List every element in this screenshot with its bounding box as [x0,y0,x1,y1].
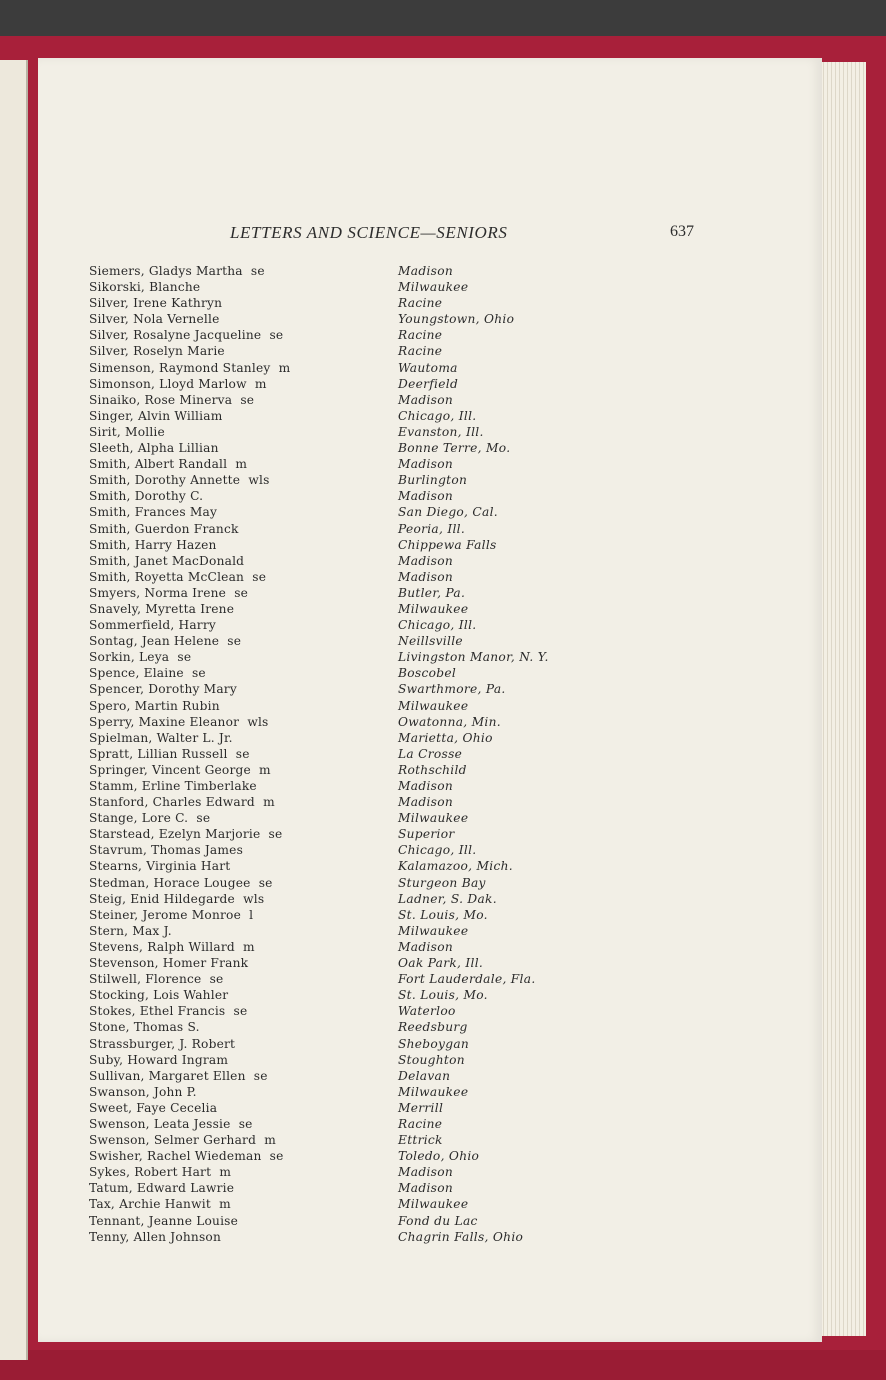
student-name: Spratt, Lillian Russell se [89,746,250,761]
student-hometown: St. Louis, Mo. [398,988,488,1003]
student-name: Smith, Harry Hazen [89,537,217,552]
student-name: Sontag, Jean Helene se [89,634,242,649]
student-hometown: Sturgeon Bay [398,875,486,890]
student-hometown: Racine [398,328,443,343]
student-hometown: Butler, Pa. [398,585,466,600]
student-name: Sommerfield, Harry [89,618,216,633]
student-hometown: Toledo, Ohio [398,1149,480,1164]
list-item [38,522,822,538]
student-name: Sykes, Robert Hart m [89,1165,232,1180]
student-name: Spence, Elaine se [89,666,206,681]
list-item [38,570,822,586]
list-item [38,409,822,425]
student-name: Sinaiko, Rose Minerva se [89,392,255,407]
list-item [38,473,822,489]
page-number: 637 [670,223,694,240]
list-item [38,988,822,1004]
student-hometown: Ladner, S. Dak. [398,891,497,906]
list-item [38,554,822,570]
student-hometown: St. Louis, Mo. [398,907,488,922]
list-item [38,747,822,763]
student-name: Tennant, Jeanne Louise [89,1213,239,1228]
student-name: Singer, Alvin William [89,408,223,423]
student-hometown: Milwaukee [398,280,469,295]
list-item [38,1037,822,1053]
student-name: Sleeth, Alpha Lillian [89,441,219,456]
previous-page-edge [0,60,28,1360]
student-hometown: Ettrick [398,1133,443,1148]
student-name: Stange, Lore C. se [89,811,211,826]
student-name: Stevens, Ralph Willard m [89,939,255,954]
list-item [38,843,822,859]
list-item [38,602,822,618]
student-hometown: Milwaukee [398,1197,469,1212]
student-hometown: Racine [398,344,443,359]
list-item [38,1214,822,1230]
student-hometown: Milwaukee [398,698,469,713]
student-name: Sweet, Faye Cecelia [89,1100,218,1115]
student-name: Simonson, Lloyd Marlow m [89,376,267,391]
student-hometown: Rothschild [398,762,467,777]
student-hometown: Madison [398,795,453,810]
student-name: Silver, Roselyn Marie [89,344,225,359]
student-hometown: Bonne Terre, Mo. [398,441,511,456]
book-page [38,58,822,1342]
list-item [38,892,822,908]
student-name: Suby, Howard Ingram [89,1052,229,1067]
list-item [38,682,822,698]
student-name: Swisher, Rachel Wiedeman se [89,1149,284,1164]
list-item [38,618,822,634]
student-hometown: Chagrin Falls, Ohio [398,1229,524,1244]
student-hometown: Chicago, Ill. [398,843,477,858]
student-name: Swanson, John P. [89,1084,197,1099]
student-name: Sikorski, Blanche [89,280,201,295]
student-hometown: Marietta, Ohio [398,730,493,745]
student-name: Silver, Rosalyne Jacqueline se [89,328,284,343]
student-name: Steiner, Jerome Monroe l [89,907,254,922]
list-item [38,1181,822,1197]
student-name: Stanford, Charles Edward m [89,795,275,810]
list-item [38,1133,822,1149]
student-name: Simenson, Raymond Stanley m [89,360,291,375]
list-item [38,1149,822,1165]
student-name: Spielman, Walter L. Jr. [89,730,233,745]
student-name: Smith, Janet MacDonald [89,553,245,568]
student-name: Sperry, Maxine Eleanor wls [89,714,269,729]
student-hometown: Madison [398,457,453,472]
student-name: Stamm, Erline Timberlake [89,779,257,793]
student-hometown: Madison [398,779,453,793]
student-hometown: Wautoma [398,360,458,375]
student-hometown: Milwaukee [398,1084,469,1099]
student-hometown: Oak Park, Ill. [398,956,484,971]
student-name: Stilwell, Florence se [89,972,224,987]
student-hometown: Madison [398,1165,453,1180]
student-hometown: Racine [398,1116,443,1131]
student-hometown: Sheboygan [398,1036,470,1051]
list-item [38,1020,822,1036]
student-name: Strassburger, J. Robert [89,1036,236,1051]
student-hometown: Chippewa Falls [398,537,497,552]
list-item [38,280,822,296]
book-cover-bottom [0,1350,886,1380]
student-name: Smith, Guerdon Franck [89,521,239,536]
list-item [38,731,822,747]
student-name: Sullivan, Margaret Ellen se [89,1068,268,1083]
list-item [38,328,822,344]
list-item [38,763,822,779]
list-item [38,634,822,650]
list-item [38,505,822,521]
list-item [38,312,822,328]
student-name: Sorkin, Leya se [89,650,192,665]
student-hometown: Madison [398,569,453,584]
student-name: Tax, Archie Hanwit m [89,1197,231,1212]
student-name: Spencer, Dorothy Mary [89,682,237,697]
student-hometown: Fort Lauderdale, Fla. [398,972,536,987]
student-list [38,264,822,1246]
student-hometown: Madison [398,1181,453,1196]
student-name: Sirit, Mollie [89,424,165,439]
student-name: Stearns, Virginia Hart [89,859,231,874]
student-name: Stevenson, Homer Frank [89,956,249,971]
list-item [38,940,822,956]
student-hometown: Evanston, Ill. [398,424,484,439]
student-hometown: Merrill [398,1100,444,1115]
list-item [38,1230,822,1246]
list-item [38,779,822,795]
list-item [38,1117,822,1133]
student-hometown: San Diego, Cal. [398,505,498,520]
student-name: Stedman, Horace Lougee se [89,875,273,890]
list-item [38,393,822,409]
list-item [38,538,822,554]
list-item [38,924,822,940]
student-hometown: Neillsville [398,634,463,649]
student-hometown: Burlington [398,473,468,488]
student-name: Smith, Dorothy Annette wls [89,473,270,488]
student-hometown: Stoughton [398,1052,465,1067]
student-name: Smith, Dorothy C. [89,489,204,504]
list-item [38,956,822,972]
student-name: Spero, Martin Rubin [89,698,220,713]
student-hometown: Superior [398,827,455,842]
student-hometown: Reedsburg [398,1020,468,1035]
student-name: Steig, Enid Hildegarde wls [89,891,265,906]
student-name: Stokes, Ethel Francis se [89,1004,248,1019]
list-item [38,344,822,360]
student-hometown: Swarthmore, Pa. [398,682,506,697]
list-item [38,811,822,827]
student-hometown: Madison [398,553,453,568]
list-item [38,1085,822,1101]
list-item [38,859,822,875]
student-hometown: Kalamazoo, Mich. [398,859,513,874]
student-hometown: Madison [398,264,453,278]
student-name: Stocking, Lois Wahler [89,988,229,1003]
list-item [38,1101,822,1117]
student-name: Tatum, Edward Lawrie [89,1181,235,1196]
list-item [38,425,822,441]
student-name: Stern, Max J. [89,923,172,938]
list-item [38,650,822,666]
list-item [38,908,822,924]
student-name: Smith, Royetta McClean se [89,569,267,584]
student-hometown: Waterloo [398,1004,456,1019]
list-item [38,827,822,843]
list-item [38,1165,822,1181]
list-item [38,715,822,731]
list-item [38,586,822,602]
student-hometown: Deerfield [398,376,459,391]
student-name: Swenson, Selmer Gerhard m [89,1133,276,1148]
student-hometown: Boscobel [398,666,457,681]
student-hometown: Milwaukee [398,923,469,938]
list-item [38,972,822,988]
student-hometown: Peoria, Ill. [398,521,466,536]
student-hometown: Fond du Lac [398,1213,478,1228]
list-item [38,377,822,393]
student-name: Silver, Nola Vernelle [89,312,220,327]
list-item [38,1004,822,1020]
student-name: Siemers, Gladys Martha se [89,264,265,278]
student-hometown: Chicago, Ill. [398,618,477,633]
student-hometown: Livingston Manor, N. Y. [398,650,549,665]
student-hometown: Racine [398,296,443,311]
student-hometown: Madison [398,939,453,954]
running-header [38,223,822,251]
list-item [38,666,822,682]
list-item [38,795,822,811]
background-top [0,0,886,40]
student-name: Smith, Albert Randall m [89,457,248,472]
list-item [38,1069,822,1085]
student-hometown: La Crosse [398,746,463,761]
list-item [38,876,822,892]
student-hometown: Milwaukee [398,601,469,616]
student-name: Springer, Vincent George m [89,762,271,777]
student-name: Snavely, Myretta Irene [89,601,235,616]
running-header-title: LETTERS AND SCIENCE—SENIORS [230,223,508,242]
list-item [38,264,822,280]
student-hometown: Owatonna, Min. [398,714,501,729]
list-item [38,457,822,473]
student-hometown: Madison [398,489,453,504]
student-hometown: Delavan [398,1068,451,1083]
student-hometown: Milwaukee [398,811,469,826]
student-hometown: Madison [398,392,453,407]
student-name: Tenny, Allen Johnson [89,1229,222,1244]
student-name: Smith, Frances May [89,505,218,520]
student-hometown: Youngstown, Ohio [398,312,515,327]
student-hometown: Chicago, Ill. [398,408,477,423]
student-name: Smyers, Norma Irene se [89,585,249,600]
student-name: Starstead, Ezelyn Marjorie se [89,827,283,842]
student-name: Swenson, Leata Jessie se [89,1116,253,1131]
list-item [38,361,822,377]
student-name: Silver, Irene Kathryn [89,296,223,311]
list-item [38,1053,822,1069]
student-name: Stone, Thomas S. [89,1020,200,1035]
list-item [38,296,822,312]
list-item [38,489,822,505]
list-item [38,699,822,715]
list-item [38,1197,822,1213]
student-name: Stavrum, Thomas James [89,843,244,858]
list-item [38,441,822,457]
